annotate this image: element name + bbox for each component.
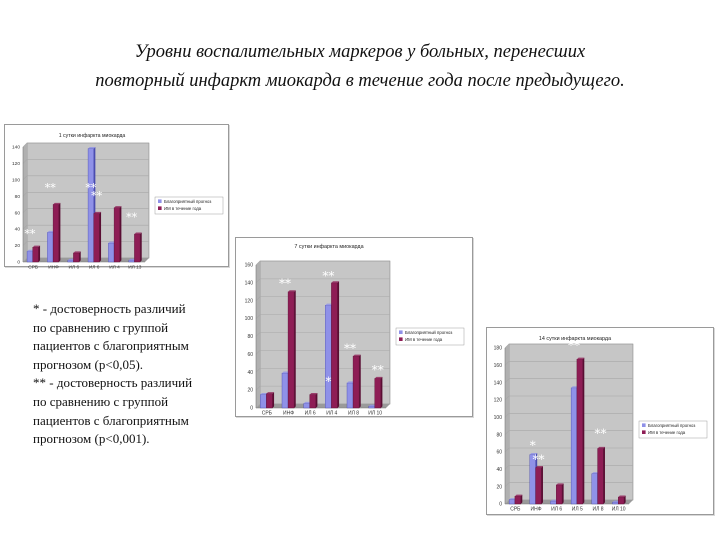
chart-day-7 (235, 237, 473, 417)
x-tick-label: ИЛ 10 (368, 410, 383, 417)
y-tick-label: 20 (14, 244, 20, 250)
bar (266, 394, 272, 408)
y-tick-label: 0 (250, 405, 253, 412)
y-tick-label: 0 (499, 501, 502, 508)
bar (325, 305, 331, 408)
bar-side (79, 251, 81, 262)
bar (304, 404, 310, 408)
significance-asterisk: * (325, 374, 332, 389)
bar (618, 497, 624, 504)
bar (571, 388, 577, 504)
x-tick-label: ИЛ 4 (109, 265, 120, 271)
bar (310, 395, 316, 408)
x-tick-label: СРБ (510, 506, 521, 513)
significance-asterisk: ** (126, 210, 138, 224)
legend-swatch (158, 199, 162, 203)
slide-title-line-1: Уровни воспалительных маркеров у больных, перенесших (134, 42, 586, 62)
chart-day-14-svg (487, 328, 713, 514)
plot-side-wall (505, 344, 509, 504)
x-tick-label: ИЛ 6 (551, 506, 563, 513)
bar-side (562, 483, 564, 504)
legend-swatch (642, 423, 646, 427)
significance-asterisk: ** (85, 181, 97, 195)
bar (33, 247, 39, 262)
bar-side (381, 377, 383, 408)
significance-asterisk: ** (279, 276, 292, 291)
x-tick-label: ИЛ 6 (304, 410, 316, 417)
bar (515, 496, 521, 504)
legend-swatch (158, 206, 162, 210)
chart-title: 1 сутки инфаркта миокарда (58, 133, 126, 139)
significance-asterisk: ** (44, 181, 56, 195)
bar-side (272, 392, 274, 408)
bar-side (38, 246, 40, 262)
bar-side (521, 495, 523, 504)
y-tick-label: 20 (247, 387, 253, 394)
x-tick-label: ИЛ 4 (326, 410, 338, 417)
legend-swatch (642, 430, 646, 434)
y-tick-label: 20 (496, 484, 502, 491)
y-tick-label: 160 (493, 362, 502, 369)
bar (592, 474, 598, 504)
plot-side-wall (23, 143, 27, 262)
y-tick-label: 120 (244, 298, 253, 305)
y-tick-label: 60 (14, 211, 20, 217)
bar (577, 359, 583, 504)
legend-swatch (399, 337, 403, 341)
chart-day-1-svg (5, 125, 228, 271)
x-tick-label: ИЛ 8 (592, 506, 604, 513)
bar (108, 243, 114, 262)
bar-side (359, 355, 361, 408)
significance-asterisk: ** (568, 338, 581, 353)
bar (331, 283, 337, 408)
legend-label: Благоприятный прогноз (405, 330, 453, 335)
slide-title-line-2: повторный инфаркт миокарда в течение года после предыдущего. (95, 71, 625, 91)
y-tick-label: 120 (493, 397, 502, 404)
chart-day-1 (4, 124, 229, 271)
bar-side (541, 466, 543, 504)
significance-asterisk: ** (344, 341, 357, 356)
y-tick-label: 60 (496, 449, 502, 456)
chart-day-7-svg (236, 238, 472, 416)
x-tick-label: СРБ (261, 410, 272, 417)
significance-note (33, 300, 238, 449)
bar (598, 449, 604, 504)
chart-title: 14 сутки инфаркта миокарда (538, 336, 612, 342)
y-tick-label: 120 (11, 162, 20, 168)
bar (288, 292, 294, 408)
y-tick-label: 80 (496, 432, 502, 439)
x-tick-label: ИЛ 10 (611, 506, 626, 513)
bar (353, 356, 359, 408)
x-tick-label: ИНФ (48, 265, 59, 271)
significance-note-line: пациентов с благоприятным (33, 412, 189, 428)
y-tick-label: 140 (493, 380, 502, 387)
bar-side (99, 212, 101, 262)
y-tick-label: 0 (17, 260, 20, 266)
x-tick-label: ИЛ 5 (571, 506, 583, 513)
bar (47, 232, 53, 262)
significance-note-line: прогнозом (p<0,001). (33, 431, 150, 447)
bar (282, 373, 288, 408)
chart-legend (639, 421, 707, 438)
bar-side (583, 358, 585, 504)
y-tick-label: 40 (14, 227, 20, 233)
y-tick-label: 40 (247, 369, 253, 376)
slide-title (20, 38, 700, 96)
chart-day-14 (486, 327, 714, 515)
bar-side (316, 393, 318, 408)
x-tick-label: ИНФ (282, 410, 295, 417)
y-tick-label: 60 (247, 351, 253, 358)
significance-note-line: по сравнению с группой (33, 319, 169, 335)
chart-legend (396, 328, 464, 345)
bar (509, 500, 515, 504)
bar-side (603, 447, 605, 504)
bar-side (337, 281, 339, 408)
bar (129, 260, 135, 262)
y-tick-label: 160 (244, 262, 253, 269)
bar (73, 253, 79, 262)
significance-asterisk: ** (371, 363, 384, 378)
significance-note-line: * - достоверность различий (33, 301, 186, 316)
significance-note-line: пациентов с благоприятным (33, 338, 189, 354)
x-tick-label: ИНФ (530, 506, 542, 513)
bar (88, 149, 94, 262)
bar (53, 205, 59, 263)
bar (347, 383, 353, 408)
bar (68, 260, 74, 262)
legend-label: ИМ в течение года (164, 206, 202, 211)
bar (94, 214, 100, 262)
legend-label: ИМ в течение года (405, 337, 443, 342)
x-tick-label: ИЛ 6 (68, 265, 80, 271)
bar (260, 395, 266, 408)
bar (556, 485, 562, 504)
x-tick-label: ИЛ 6 (88, 265, 100, 271)
bar (369, 406, 375, 408)
y-tick-label: 100 (244, 316, 253, 323)
bar (536, 468, 542, 504)
x-tick-label: ИЛ 8 (347, 410, 360, 417)
y-tick-label: 100 (493, 414, 502, 421)
chart-title: 7 сутки инфаркта миокарда (294, 244, 364, 250)
bar-side (294, 290, 296, 408)
significance-note-line: ** - достоверность различий (33, 375, 193, 391)
y-tick-label: 140 (11, 145, 20, 151)
bar-side (120, 206, 122, 262)
bar (375, 379, 381, 408)
x-tick-label: СРБ (28, 265, 39, 271)
y-tick-label: 180 (493, 345, 502, 352)
significance-asterisk: * (529, 438, 536, 453)
y-tick-label: 80 (14, 194, 20, 200)
y-tick-label: 80 (247, 334, 253, 341)
chart-legend (155, 197, 223, 214)
y-tick-label: 140 (244, 280, 253, 287)
bar (134, 234, 140, 262)
significance-note-line: прогнозом (p<0,05). (33, 356, 144, 372)
significance-asterisk: ** (322, 269, 335, 284)
y-tick-label: 40 (496, 466, 502, 473)
bar (550, 501, 556, 504)
significance-note-line: по сравнению с группой (33, 393, 169, 409)
significance-asterisk: ** (91, 189, 103, 203)
significance-asterisk: ** (594, 426, 607, 441)
bar-side (140, 232, 142, 262)
significance-asterisk: ** (24, 227, 36, 241)
bar (27, 251, 33, 262)
legend-label: ИМ в течение года (648, 430, 686, 435)
bar (114, 208, 120, 262)
legend-swatch (399, 330, 403, 334)
x-tick-label: ИЛ 13 (128, 265, 142, 271)
significance-asterisk: ** (532, 452, 545, 467)
legend-label: Благоприятный прогноз (164, 199, 212, 204)
bar-side (59, 203, 61, 262)
legend-label: Благоприятный прогноз (648, 423, 696, 428)
y-tick-label: 100 (11, 178, 20, 184)
bar (612, 502, 618, 504)
